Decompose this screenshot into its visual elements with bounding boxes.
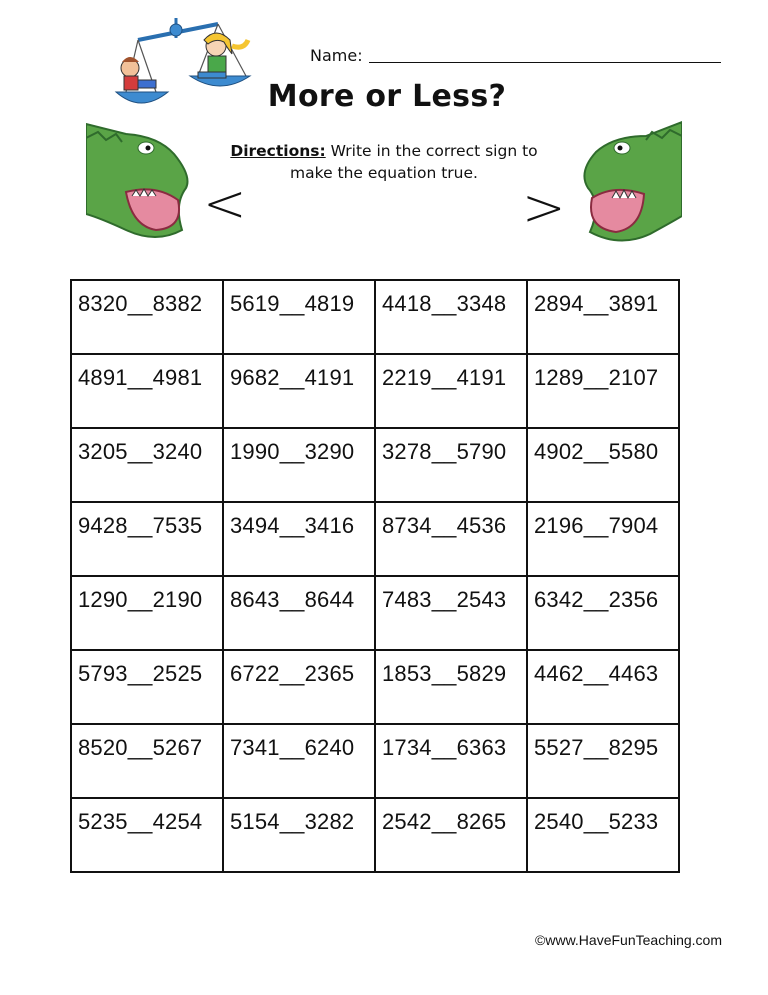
comparison-problem-cell[interactable]: 6722__2365: [223, 650, 375, 724]
comparison-problem-cell[interactable]: 4891__4981: [71, 354, 223, 428]
comparison-problem-cell[interactable]: 7483__2543: [375, 576, 527, 650]
comparison-problem-cell[interactable]: 1734__6363: [375, 724, 527, 798]
greater-than-sign: >: [522, 178, 566, 238]
comparison-problem-cell[interactable]: 8520__5267: [71, 724, 223, 798]
grid-row: [71, 280, 679, 354]
name-label: Name:: [310, 46, 363, 65]
comparison-problem-cell[interactable]: 2540__5233: [527, 798, 679, 872]
comparison-problem-cell[interactable]: 2894__3891: [527, 280, 679, 354]
comparison-problem-cell[interactable]: 4462__4463: [527, 650, 679, 724]
copyright-footer: ©www.HaveFunTeaching.com: [535, 932, 722, 948]
comparison-problem-cell[interactable]: 2219__4191: [375, 354, 527, 428]
comparison-problem-cell[interactable]: 8320__8382: [71, 280, 223, 354]
name-blank-line[interactable]: [369, 62, 721, 63]
comparison-problem-cell[interactable]: 8734__4536: [375, 502, 527, 576]
comparison-problem-cell[interactable]: 2196__7904: [527, 502, 679, 576]
grid-row: [71, 428, 679, 502]
directions-text: Write in the correct sign to make the equation true.: [290, 142, 538, 182]
grid-row: [71, 354, 679, 428]
comparison-problem-cell[interactable]: 5154__3282: [223, 798, 375, 872]
comparison-problem-cell[interactable]: 4902__5580: [527, 428, 679, 502]
comparison-grid: [70, 279, 680, 873]
comparison-problem-cell[interactable]: 9428__7535: [71, 502, 223, 576]
comparison-problem-cell[interactable]: 3205__3240: [71, 428, 223, 502]
directions: [208, 140, 560, 184]
less-than-sign: <: [203, 174, 247, 234]
comparison-problem-cell[interactable]: 5527__8295: [527, 724, 679, 798]
comparison-problem-cell[interactable]: 1290__2190: [71, 576, 223, 650]
comparison-problem-cell[interactable]: 5235__4254: [71, 798, 223, 872]
comparison-problem-cell[interactable]: 3278__5790: [375, 428, 527, 502]
comparison-problem-cell[interactable]: 1853__5829: [375, 650, 527, 724]
comparison-problem-cell[interactable]: 2542__8265: [375, 798, 527, 872]
grid-row: [71, 650, 679, 724]
grid-row: [71, 724, 679, 798]
name-field[interactable]: [310, 46, 721, 65]
comparison-problem-cell[interactable]: 1990__3290: [223, 428, 375, 502]
grid-row: [71, 502, 679, 576]
comparison-problem-cell[interactable]: 5619__4819: [223, 280, 375, 354]
comparison-problem-cell[interactable]: 5793__2525: [71, 650, 223, 724]
comparison-problem-cell[interactable]: 1289__2107: [527, 354, 679, 428]
comparison-problem-cell[interactable]: 8643__8644: [223, 576, 375, 650]
comparison-problem-cell[interactable]: 7341__6240: [223, 724, 375, 798]
crocodile-left-clipart: [86, 118, 192, 240]
comparison-problem-cell[interactable]: 3494__3416: [223, 502, 375, 576]
comparison-problem-cell[interactable]: 4418__3348: [375, 280, 527, 354]
crocodile-right-clipart: [550, 118, 682, 244]
worksheet-title: More or Less?: [267, 79, 507, 114]
comparison-problem-cell[interactable]: 9682__4191: [223, 354, 375, 428]
comparison-problem-cell[interactable]: 6342__2356: [527, 576, 679, 650]
grid-row: [71, 576, 679, 650]
grid-row: [71, 798, 679, 872]
directions-label: Directions:: [230, 142, 326, 160]
